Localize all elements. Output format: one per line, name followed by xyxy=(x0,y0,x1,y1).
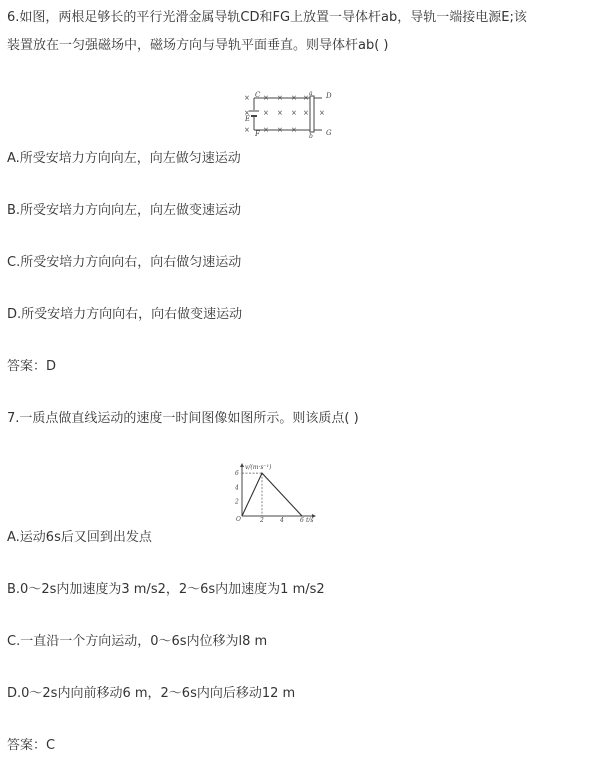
y-axis-label: v/(m·s⁻¹) xyxy=(245,464,272,471)
svg-text:×: × xyxy=(277,94,283,102)
y-axis-arrow xyxy=(240,463,244,467)
label-a: a xyxy=(309,90,313,97)
q6-option-c: C.所受安培力方向向右，向右做匀速运动 xyxy=(7,255,242,270)
svg-text:×: × xyxy=(319,109,325,117)
svg-text:×: × xyxy=(303,94,309,102)
svg-text:×: × xyxy=(263,94,269,102)
y-tick-label-4: 4 xyxy=(235,484,239,492)
x-tick-label-4: 4 xyxy=(280,517,284,522)
y-tick-label-6: 6 xyxy=(235,470,239,478)
q6-stem-line2: 装置放在一匀强磁场中，磁场方向与导轨平面垂直。则导体杆ab( ) xyxy=(7,38,389,53)
x-axis-label: t/s xyxy=(306,517,314,522)
q6-option-b: B.所受安培力方向向左，向左做变速运动 xyxy=(7,203,242,218)
svg-text:×: × xyxy=(277,109,283,117)
label-c: C xyxy=(255,91,261,99)
label-d: D xyxy=(326,92,332,100)
rod-ab xyxy=(310,96,314,132)
q7-velocity-time-chart xyxy=(230,460,320,522)
q6-option-a: A.所受安培力方向向左，向左做匀速运动 xyxy=(7,151,241,166)
q7-answer: 答案：C xyxy=(7,738,56,753)
q7-stem: 7.一质点做直线运动的速度一时间图像如图所示。则该质点( ) xyxy=(7,411,359,426)
svg-text:×: × xyxy=(244,94,250,102)
svg-text:×: × xyxy=(263,109,269,117)
origin-label: O xyxy=(236,516,241,522)
x-tick-label-6: 6 xyxy=(300,517,304,522)
q7-option-b: B.0～2s内加速度为3 m/s2，2～6s内加速度为1 m/s2 xyxy=(7,582,325,597)
q6-circuit-diagram xyxy=(243,90,338,138)
svg-text:×: × xyxy=(244,109,250,117)
velocity-line xyxy=(242,473,302,516)
q6-answer: 答案：D xyxy=(7,359,57,374)
y-tick-label-2: 2 xyxy=(235,498,239,506)
x-tick-label-2: 2 xyxy=(260,517,264,522)
q6-stem-line1: 6.如图，两根足够长的平行光滑金属导轨CD和FG上放置一导体杆ab，导轨一端接电源E;该 xyxy=(7,10,527,25)
svg-text:×: × xyxy=(263,126,269,134)
svg-text:×: × xyxy=(277,126,283,134)
q7-option-c: C.一直沿一个方向运动，0～6s内位移为l8 m xyxy=(7,634,268,649)
q7-option-d: D.0～2s内向前移动6 m，2～6s内向后移动12 m xyxy=(7,686,296,701)
q6-option-d: D.所受安培力方向向右，向右做变速运动 xyxy=(7,307,243,322)
q7-option-a: A.运动6s后又回到出发点 xyxy=(7,530,152,545)
svg-text:×: × xyxy=(291,94,297,102)
label-e: E xyxy=(245,115,251,123)
svg-text:×: × xyxy=(291,126,297,134)
svg-text:×: × xyxy=(244,126,250,134)
label-g: G xyxy=(326,129,332,137)
label-b: b xyxy=(309,133,313,138)
label-f: F xyxy=(255,130,260,138)
svg-text:×: × xyxy=(303,109,309,117)
svg-text:×: × xyxy=(291,109,297,117)
